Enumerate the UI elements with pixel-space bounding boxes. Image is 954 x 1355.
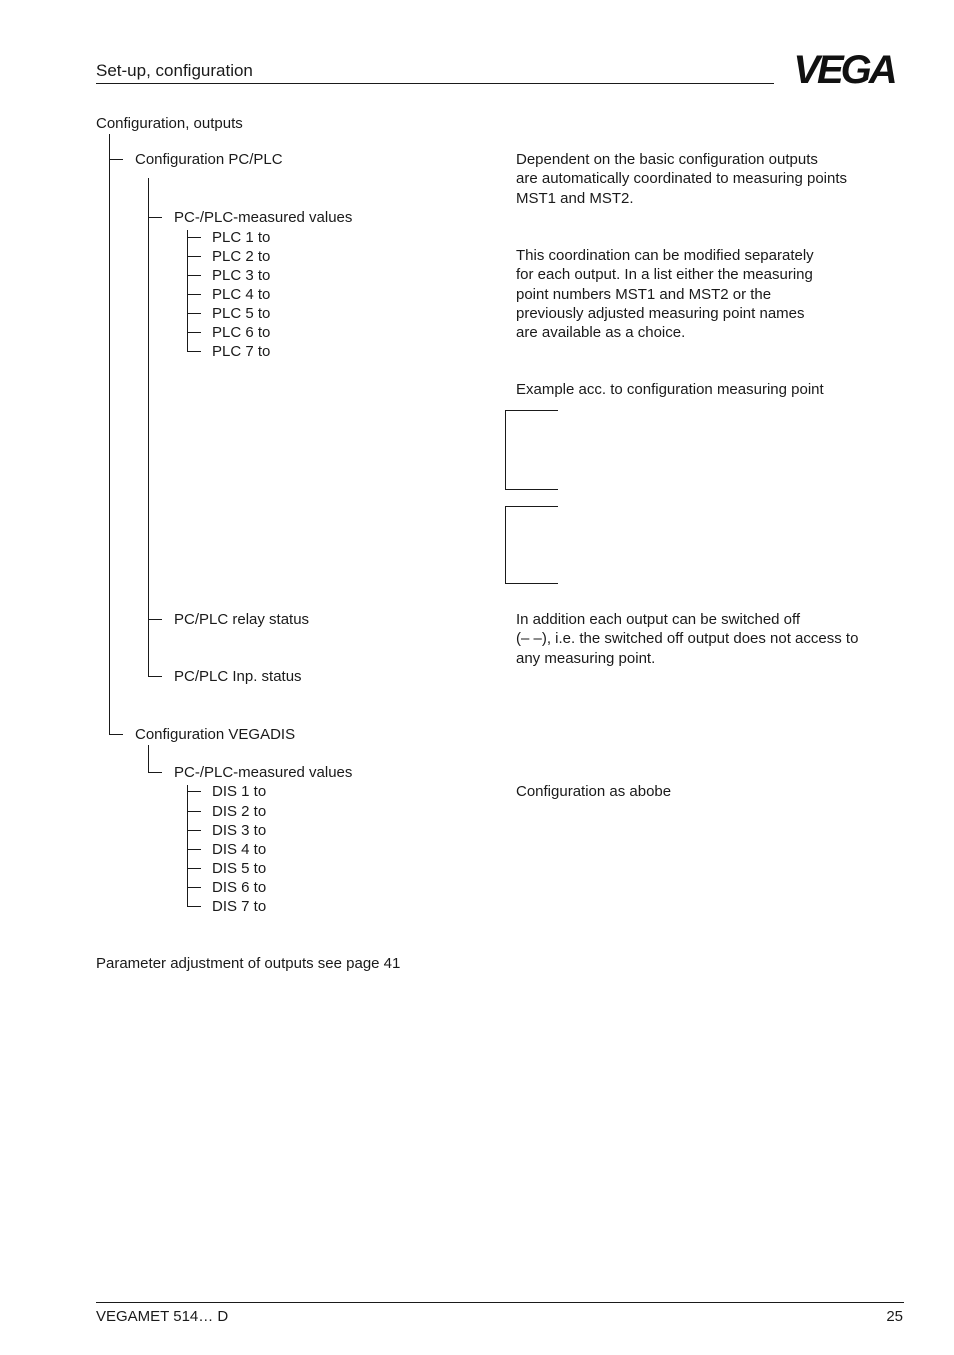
tree-branch-plc — [187, 332, 201, 333]
tree-branch-inp — [148, 676, 162, 677]
example-caption: Example acc. to configuration measuring point — [516, 381, 824, 398]
example-display-frame — [505, 506, 558, 584]
tree-leaf-dis: DIS 4 to — [212, 841, 267, 858]
tree-node-config-pcplc: Configuration PC/PLC — [135, 151, 283, 168]
tree-leaf-dis: DIS 6 to — [212, 879, 267, 896]
text-line: MST1 and MST2. — [516, 189, 634, 207]
text-line: (– –), i.e. the switched off output does not access to — [516, 630, 859, 648]
tree-leaf-plc: PLC 3 to — [212, 267, 271, 284]
tree-leaf-dis: DIS 7 to — [212, 898, 267, 915]
tree-branch-vegadis — [109, 734, 123, 735]
tree-line-dis — [187, 785, 188, 907]
page-header-title: Set-up, configuration — [96, 61, 253, 80]
tree-node-inp-status: PC/PLC Inp. status — [174, 668, 302, 685]
tree-branch-dis — [187, 849, 201, 850]
tree-branch-dis — [187, 830, 201, 831]
tree-node-config-vegadis: Configuration VEGADIS — [135, 726, 296, 743]
page-number: 25 — [886, 1308, 903, 1325]
text-line: In addition each output can be switched off — [516, 611, 801, 628]
section-title: Configuration, outputs — [96, 115, 243, 132]
tree-leaf-dis: DIS 1 to — [212, 783, 267, 800]
text-line: for each output. In a list either the measuring — [516, 266, 813, 284]
footnote: Parameter adjustment of outputs see page 41 — [96, 955, 401, 972]
example-display-frame — [505, 410, 558, 490]
tree-branch-measured — [148, 217, 162, 218]
tree-line-plc — [187, 230, 188, 352]
text-line: This coordination can be modified separately — [516, 247, 814, 264]
description-vegadis: Configuration as abobe — [516, 783, 672, 800]
text-line: any measuring point. — [516, 649, 656, 667]
tree-leaf-dis: DIS 5 to — [212, 860, 267, 877]
tree-branch-plc — [187, 351, 201, 352]
tree-branch-dis — [187, 906, 201, 907]
tree-branch-plc — [187, 275, 201, 276]
tree-leaf-dis: DIS 3 to — [212, 822, 267, 839]
tree-branch-vegadis-measured — [148, 772, 162, 773]
tree-branch-plc — [187, 237, 201, 238]
tree-branch-pcplc — [109, 159, 123, 160]
description-modification — [516, 246, 814, 342]
tree-line-vegadis — [148, 745, 149, 772]
tree-branch-dis — [187, 868, 201, 869]
tree-leaf-plc: PLC 5 to — [212, 305, 271, 322]
tree-branch-dis — [187, 811, 201, 812]
tree-line-pcplc — [148, 178, 149, 677]
tree-branch-dis — [187, 791, 201, 792]
vega-logo — [784, 50, 904, 86]
footer-rule — [96, 1302, 904, 1303]
tree-leaf-plc: PLC 6 to — [212, 324, 271, 341]
tree-leaf-plc: PLC 2 to — [212, 248, 271, 265]
text-line: are automatically coordinated to measuring points — [516, 170, 848, 188]
text-line: previously adjusted measuring point names — [516, 304, 805, 322]
tree-leaf-dis: DIS 2 to — [212, 803, 267, 820]
tree-node-vegadis-measured: PC-/PLC-measured values — [174, 764, 353, 781]
tree-node-pcplc-measured: PC-/PLC-measured values — [174, 209, 353, 226]
description-auto-coordination — [516, 150, 847, 208]
header-rule — [96, 83, 774, 84]
tree-branch-plc — [187, 313, 201, 314]
text-line: point numbers MST1 and MST2 or the — [516, 285, 772, 303]
tree-leaf-plc: PLC 1 to — [212, 229, 271, 246]
svg-text:VEGA: VEGA — [793, 50, 895, 86]
tree-line-root — [109, 134, 110, 734]
tree-branch-plc — [187, 294, 201, 295]
tree-branch-relay — [148, 619, 162, 620]
description-switch-off — [516, 610, 858, 668]
footer-doc-name: VEGAMET 514… D — [96, 1308, 229, 1325]
text-line: Dependent on the basic configuration outputs — [516, 151, 818, 168]
text-line: are available as a choice. — [516, 324, 686, 342]
tree-node-relay-status: PC/PLC relay status — [174, 611, 310, 628]
tree-branch-plc — [187, 256, 201, 257]
tree-leaf-plc: PLC 4 to — [212, 286, 271, 303]
tree-leaf-plc: PLC 7 to — [212, 343, 271, 360]
tree-branch-dis — [187, 887, 201, 888]
